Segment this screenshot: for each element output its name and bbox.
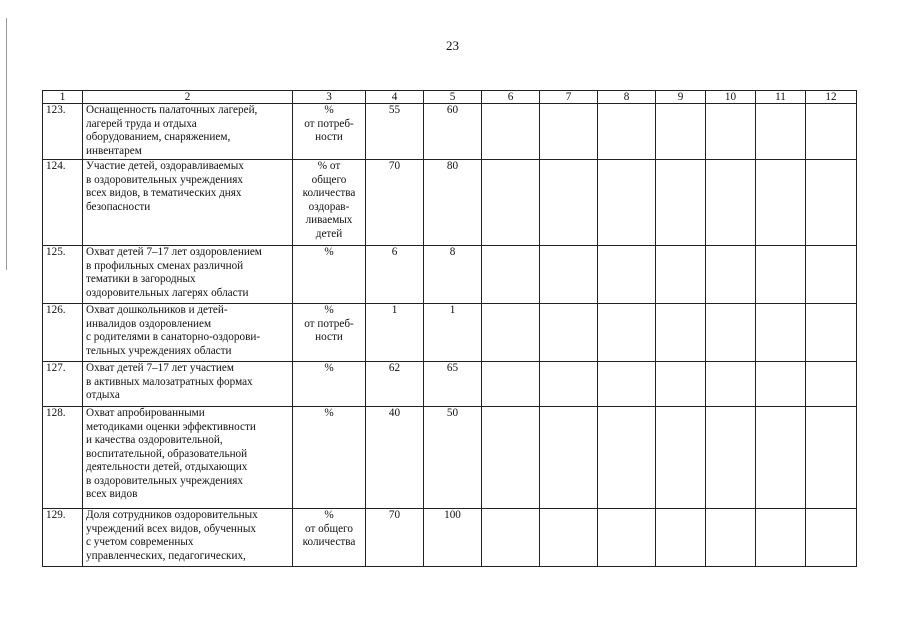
page-number: 23 bbox=[446, 38, 459, 53]
empty-cell bbox=[806, 160, 857, 246]
unit-of-measure: % bbox=[324, 362, 334, 374]
column-header: 9 bbox=[656, 91, 706, 104]
value-col-4: 70 bbox=[366, 160, 424, 246]
empty-cell bbox=[806, 104, 857, 160]
table-row bbox=[43, 246, 857, 304]
empty-cell bbox=[756, 304, 806, 362]
empty-cell bbox=[482, 160, 540, 246]
column-header: 3 bbox=[293, 91, 366, 104]
empty-cell bbox=[806, 362, 857, 407]
empty-cell bbox=[598, 362, 656, 407]
row-number: 129. bbox=[43, 509, 83, 567]
value-col-5: 80 bbox=[424, 160, 482, 246]
row-number: 127. bbox=[43, 362, 83, 407]
empty-cell bbox=[598, 509, 656, 567]
empty-cell bbox=[482, 246, 540, 304]
empty-cell bbox=[598, 104, 656, 160]
indicator-name: Охват детей 7–17 лет оздоровлением в профильных сменах различной тематики в загородных оздоровительных лагерях области bbox=[86, 246, 262, 299]
unit-of-measure: % bbox=[324, 407, 334, 419]
row-number: 126. bbox=[43, 304, 83, 362]
row-number: 124. bbox=[43, 160, 83, 246]
empty-cell bbox=[598, 304, 656, 362]
empty-cell bbox=[482, 304, 540, 362]
empty-cell bbox=[482, 104, 540, 160]
empty-cell bbox=[756, 246, 806, 304]
row-number: 128. bbox=[43, 407, 83, 509]
empty-cell bbox=[756, 362, 806, 407]
table-row bbox=[43, 160, 857, 246]
empty-cell bbox=[540, 362, 598, 407]
column-header: 6 bbox=[482, 91, 540, 104]
empty-cell bbox=[656, 246, 706, 304]
indicators-table bbox=[42, 90, 857, 567]
empty-cell bbox=[598, 246, 656, 304]
table-row bbox=[43, 509, 857, 567]
scan-edge-line bbox=[6, 18, 7, 270]
empty-cell bbox=[656, 407, 706, 509]
row-number: 125. bbox=[43, 246, 83, 304]
empty-cell bbox=[756, 407, 806, 509]
empty-cell bbox=[598, 407, 656, 509]
unit-of-measure: % от общего количества оздорав- ливаемых детей bbox=[302, 160, 356, 240]
empty-cell bbox=[540, 509, 598, 567]
empty-cell bbox=[656, 104, 706, 160]
empty-cell bbox=[656, 304, 706, 362]
value-col-5: 60 bbox=[424, 104, 482, 160]
value-col-4: 40 bbox=[366, 407, 424, 509]
unit-of-measure: % от общего количества bbox=[302, 509, 356, 548]
empty-cell bbox=[706, 407, 756, 509]
table-row bbox=[43, 362, 857, 407]
table-row bbox=[43, 304, 857, 362]
empty-cell bbox=[806, 509, 857, 567]
header-row bbox=[43, 91, 857, 104]
column-header: 10 bbox=[706, 91, 756, 104]
empty-cell bbox=[482, 407, 540, 509]
column-header: 1 bbox=[43, 91, 83, 104]
empty-cell bbox=[706, 104, 756, 160]
column-header: 4 bbox=[366, 91, 424, 104]
indicator-name: Охват дошкольников и детей- инвалидов оздоровлением с родителями в санаторно-оздорови- тельных учреждениях области bbox=[86, 304, 261, 357]
column-header: 7 bbox=[540, 91, 598, 104]
empty-cell bbox=[540, 104, 598, 160]
value-col-4: 70 bbox=[366, 509, 424, 567]
empty-cell bbox=[656, 362, 706, 407]
column-header: 2 bbox=[83, 91, 293, 104]
unit-of-measure: % bbox=[324, 246, 334, 258]
value-col-5: 50 bbox=[424, 407, 482, 509]
empty-cell bbox=[540, 246, 598, 304]
value-col-4: 62 bbox=[366, 362, 424, 407]
empty-cell bbox=[756, 160, 806, 246]
empty-cell bbox=[656, 509, 706, 567]
value-col-4: 6 bbox=[366, 246, 424, 304]
value-col-4: 55 bbox=[366, 104, 424, 160]
unit-of-measure: % от потреб- ности bbox=[304, 304, 354, 343]
empty-cell bbox=[540, 160, 598, 246]
row-number: 123. bbox=[43, 104, 83, 160]
empty-cell bbox=[806, 304, 857, 362]
indicator-name: Участие детей, оздоравливаемых в оздоровительных учреждениях всех видов, в тематических днях безопасности bbox=[86, 160, 244, 213]
empty-cell bbox=[706, 304, 756, 362]
empty-cell bbox=[706, 246, 756, 304]
empty-cell bbox=[806, 246, 857, 304]
column-header: 12 bbox=[806, 91, 857, 104]
empty-cell bbox=[706, 362, 756, 407]
empty-cell bbox=[540, 407, 598, 509]
empty-cell bbox=[756, 509, 806, 567]
indicator-name: Доля сотрудников оздоровительных учреждений всех видов, обученных с учетом современных управленческих, педагогических, bbox=[86, 509, 258, 562]
empty-cell bbox=[706, 509, 756, 567]
indicator-name: Охват детей 7–17 лет участием в активных малозатратных формах отдыха bbox=[86, 362, 253, 401]
table-row bbox=[43, 104, 857, 160]
unit-of-measure: % от потреб- ности bbox=[304, 104, 354, 143]
empty-cell bbox=[806, 407, 857, 509]
empty-cell bbox=[706, 160, 756, 246]
empty-cell bbox=[656, 160, 706, 246]
value-col-4: 1 bbox=[366, 304, 424, 362]
indicator-name: Охват апробированными методиками оценки эффективности и качества оздоровительной, воспитательной, образовательной деятельности детей, отдыхающих в оздоровительных учреждениях всех видов bbox=[86, 407, 256, 500]
value-col-5: 65 bbox=[424, 362, 482, 407]
value-col-5: 100 bbox=[424, 509, 482, 567]
empty-cell bbox=[482, 362, 540, 407]
column-header: 8 bbox=[598, 91, 656, 104]
indicator-name: Оснащенность палаточных лагерей, лагерей труда и отдыха оборудованием, снаряжением, инвентарем bbox=[86, 104, 258, 157]
empty-cell bbox=[540, 304, 598, 362]
empty-cell bbox=[482, 509, 540, 567]
empty-cell bbox=[756, 104, 806, 160]
column-header: 5 bbox=[424, 91, 482, 104]
empty-cell bbox=[598, 160, 656, 246]
value-col-5: 8 bbox=[424, 246, 482, 304]
column-header: 11 bbox=[756, 91, 806, 104]
value-col-5: 1 bbox=[424, 304, 482, 362]
table-row bbox=[43, 407, 857, 509]
